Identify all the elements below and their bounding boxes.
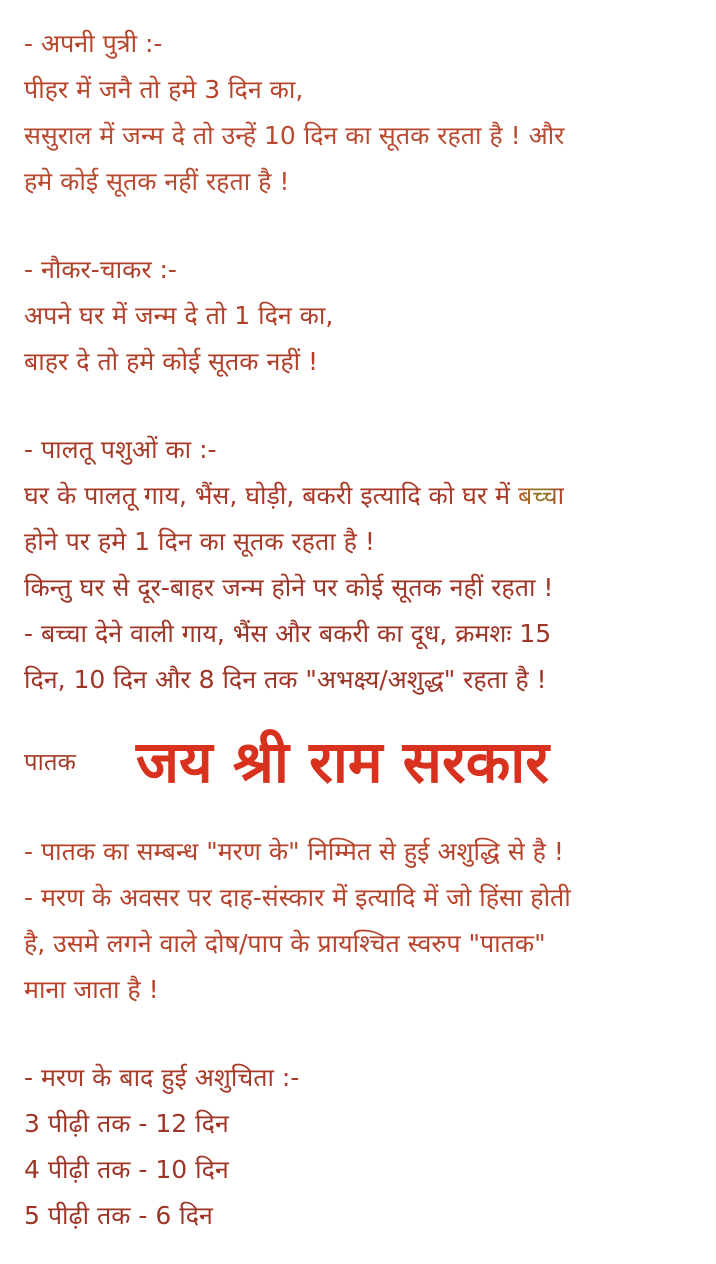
text-line: बाहर दे तो हमे कोई सूतक नहीं ! — [24, 347, 319, 376]
text-line: होने पर हमे 1 दिन का सूतक रहता है ! — [24, 527, 375, 556]
banner-title: जय श्री राम सरकार — [136, 728, 549, 796]
text-line: ससुराल में जन्म दे तो उन्हें 10 दिन का सूतक रहता है ! और — [24, 121, 565, 150]
section-heading-servants: - नौकर-चाकर :- — [24, 255, 177, 284]
highlighted-word: बच्चा — [518, 481, 565, 510]
text-segment: घर के पालतू गाय, भैंस, घोड़ी, बकरी इत्यादि को घर में — [24, 481, 519, 510]
section-heading-daughter: - अपनी पुत्री :- — [24, 29, 163, 58]
section-heading-after-death: - मरण के बाद हुई अशुचिता :- — [24, 1063, 300, 1092]
text-line: 3 पीढ़ी तक - 12 दिन — [24, 1109, 229, 1138]
text-line: है, उसमे लगने वाले दोष/पाप के प्रायश्चित स्वरुप "पातक" — [24, 929, 546, 958]
text-line: - मरण के अवसर पर दाह-संस्कार में इत्यादि में जो हिंसा होती — [24, 883, 571, 912]
text-line: हमे कोई सूतक नहीं रहता है ! — [24, 167, 290, 196]
text-line: 5 पीढ़ी तक - 6 दिन — [24, 1201, 213, 1230]
text-line — [24, 478, 564, 514]
section-label-patak: पातक — [24, 748, 76, 776]
text-line: अपने घर में जन्म दे तो 1 दिन का, — [24, 301, 334, 330]
text-line: 4 पीढ़ी तक - 10 दिन — [24, 1155, 229, 1184]
text-line: किन्तु घर से दूर-बाहर जन्म होने पर कोई सूतक नहीं रहता ! — [24, 573, 554, 602]
text-line: - बच्चा देने वाली गाय, भैंस और बकरी का दूध, क्रमशः 15 — [24, 619, 552, 648]
text-line: - पातक का सम्बन्ध "मरण के" निम्मित से हुई अशुद्धि से है ! — [24, 837, 564, 866]
text-line: पीहर में जनै तो हमे 3 दिन का, — [24, 75, 304, 104]
section-heading-pets: - पालतू पशुओं का :- — [24, 435, 217, 464]
text-line: माना जाता है ! — [24, 975, 159, 1004]
text-line: दिन, 10 दिन और 8 दिन तक "अभक्ष्य/अशुद्ध" रहता है ! — [24, 665, 547, 694]
